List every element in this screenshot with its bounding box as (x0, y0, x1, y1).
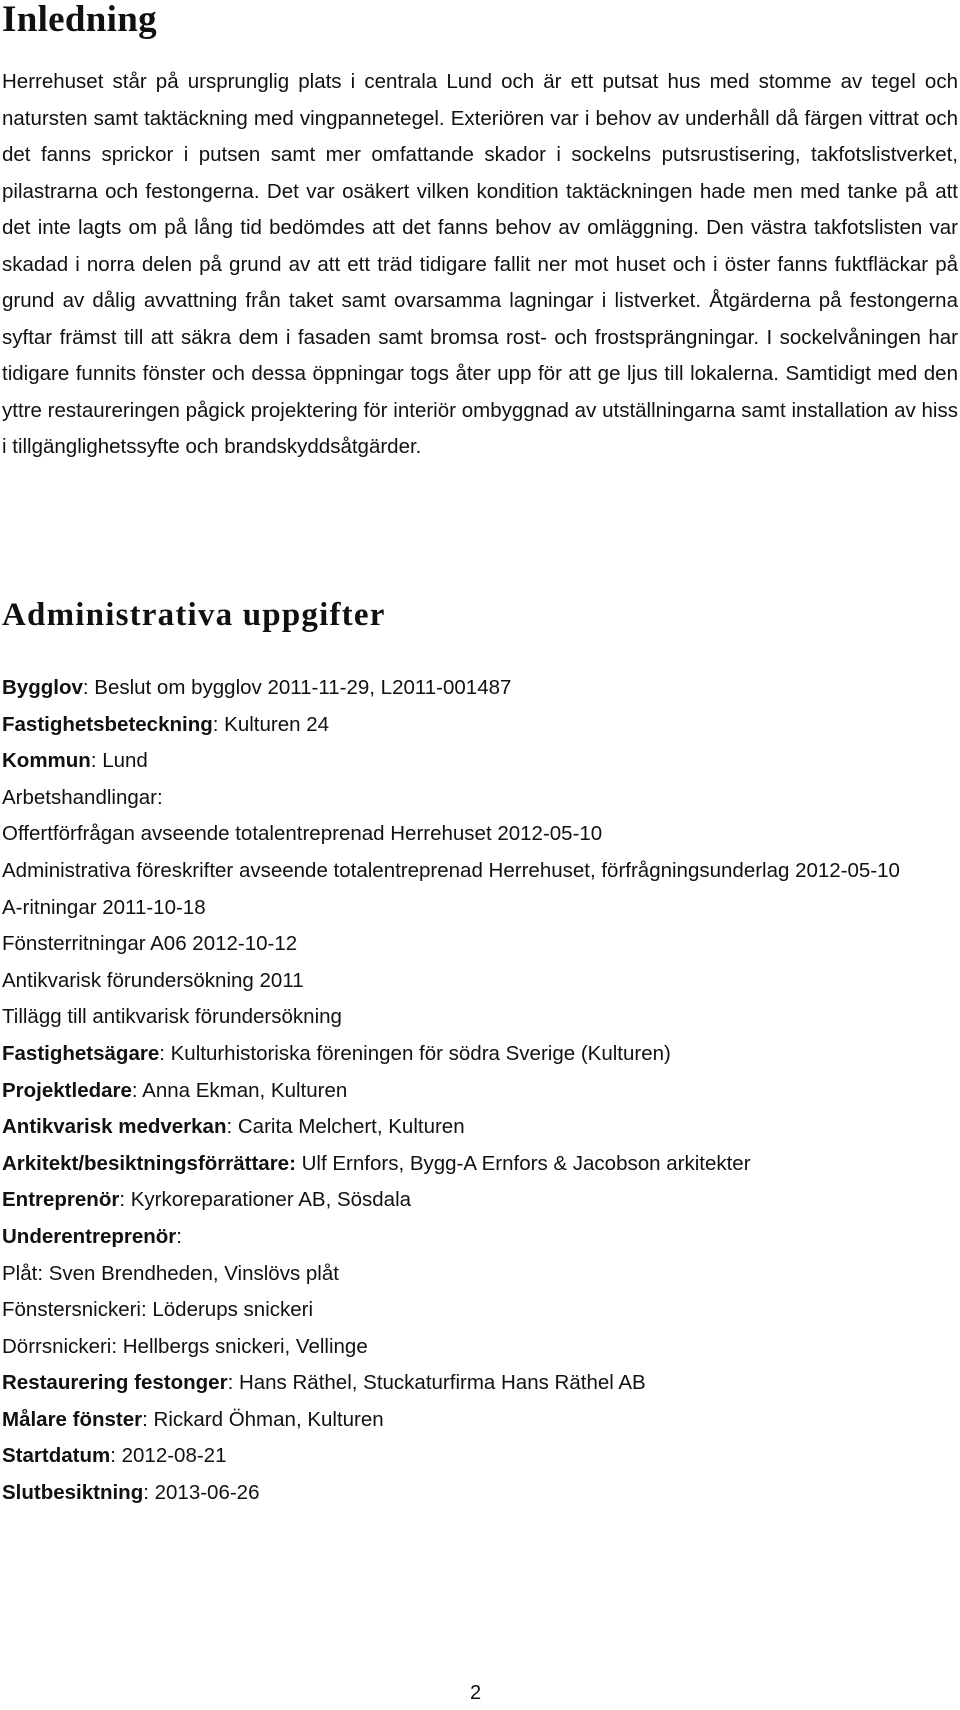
value-underentreprenor: : (176, 1224, 182, 1248)
label-antikvarisk-medverkan: Antikvarisk medverkan (2, 1115, 227, 1139)
intro-paragraph: Herrehuset står på ursprunglig plats i centrala Lund och är ett putsat hus med stomme av tegel och natursten samt taktäckning med vingpannetegel. Exteriören var i behov av underhåll då färgen vittrat och det fanns sprickor i putsen samt mer omfattande skador i sockelns putsrustisering, takfotslistverket, pilastrarna och festongerna. Det var osäkert vilken kondition taktäckningen hade men med tanke på att det inte lagts om på lång tid bedömdes att det fanns behov av omläggning. Den västra takfotslisten var skadad i norra delen på grund av att ett träd tidigare fallit ner mot huset och i öster fanns fuktfläckar på grund av dålig avvattning från taket samt ovarsamma lagningar i listverket. Åtgärderna på festongerna syftar främst till att säkra dem i fasaden samt bromsa rost- och frostsprängningar. I sockelvåningen har tidigare funnits fönster och dessa öppningar togs åter upp för att ge ljus till lokalerna. Samtidigt med den yttre restaureringen pågick projektering för interiör ombyggnad av utställningarna samt installation av hiss i tillgänglighetssyfte och brandskyddsåtgärder. (2, 70, 958, 458)
subcontractor-item: Plåt: Sven Brendheden, Vinslövs plåt (2, 1261, 339, 1285)
admin-item-projektledare (2, 1073, 958, 1110)
value-malare-fonster: : Rickard Öhman, Kulturen (142, 1407, 384, 1431)
label-underentreprenor: Underentreprenör (2, 1224, 177, 1248)
label-arbetshandlingar: Arbetshandlingar (2, 785, 157, 809)
label-slutbesiktning: Slutbesiktning (2, 1481, 144, 1505)
admin-item-malare-fonster (2, 1402, 958, 1439)
label-malare-fonster: Målare fönster (2, 1407, 143, 1431)
label-fastighetsbeteckning: Fastighetsbeteckning (2, 712, 213, 736)
heading-administrativa-uppgifter: Administrativa uppgifter (2, 597, 386, 633)
doc-item: Offertförfrågan avseende totalentreprenad Herrehuset 2012-05-10 (2, 822, 603, 846)
label-kommun: Kommun (2, 749, 91, 773)
value-startdatum: : 2012-08-21 (110, 1444, 227, 1468)
value-restaurering-festonger: : Hans Räthel, Stuckaturfirma Hans Räthel AB (227, 1371, 646, 1395)
admin-item-restaurering-festonger (2, 1365, 958, 1402)
admin-item-fastighetsbeteckning (2, 707, 958, 744)
value-bygglov: : Beslut om bygglov 2011-11-29, L2011-001487 (82, 676, 512, 699)
label-entreprenor: Entreprenör (2, 1188, 120, 1212)
admin-details-list (2, 670, 958, 1512)
label-bygglov: Bygglov (2, 676, 83, 699)
admin-item-fastighetsagare (2, 1036, 958, 1073)
admin-item-entreprenor (2, 1182, 958, 1219)
doc-item: A-ritningar 2011-10-18 (2, 895, 206, 919)
label-projektledare: Projektledare (2, 1078, 132, 1102)
value-fastighetsbeteckning: : Kulturen 24 (212, 712, 329, 736)
label-arkitekt: Arkitekt/besiktningsförrättare: (2, 1151, 296, 1175)
label-startdatum: Startdatum (2, 1444, 111, 1468)
page-number: 2 (470, 1682, 482, 1704)
value-arkitekt: Ulf Ernfors, Bygg-A Ernfors & Jacobson arkitekter (295, 1151, 751, 1175)
value-projektledare: : Anna Ekman, Kulturen (131, 1078, 348, 1102)
admin-item-bygglov (2, 670, 958, 707)
value-entreprenor: : Kyrkoreparationer AB, Sösdala (119, 1188, 412, 1212)
admin-item-antikvarisk-medverkan (2, 1109, 958, 1146)
value-kommun: : Lund (90, 749, 148, 773)
subcontractor-item: Dörrsnickeri: Hellbergs snickeri, Vellinge (2, 1334, 368, 1358)
label-fastighetsagare: Fastighetsägare (2, 1041, 160, 1065)
doc-item: Antikvarisk förundersökning 2011 (2, 968, 304, 992)
value-fastighetsagare: : Kulturhistoriska föreningen för södra Sverige (Kulturen) (159, 1041, 671, 1065)
value-antikvarisk-medverkan: : Carita Melchert, Kulturen (226, 1115, 465, 1139)
admin-item-arbetshandlingar (2, 780, 958, 817)
admin-item-arkitekt (2, 1146, 958, 1183)
doc-item: Fönsterritningar A06 2012-10-12 (2, 932, 298, 956)
doc-item: Administrativa föreskrifter avseende totalentreprenad Herrehuset, förfrågningsunderlag 2012-05-10 (2, 858, 900, 882)
heading-inledning: Inledning (2, 0, 157, 40)
admin-item-slutbesiktning (2, 1475, 958, 1512)
admin-item-kommun (2, 743, 958, 780)
admin-item-underentreprenor (2, 1219, 958, 1256)
admin-item-startdatum (2, 1438, 958, 1475)
doc-item: Tillägg till antikvarisk förundersökning (2, 1005, 342, 1029)
subcontractor-item: Fönstersnickeri: Löderups snickeri (2, 1298, 314, 1322)
label-restaurering-festonger: Restaurering festonger (2, 1371, 228, 1395)
value-arbetshandlingar: : (157, 785, 163, 809)
value-slutbesiktning: : 2013-06-26 (143, 1481, 260, 1505)
